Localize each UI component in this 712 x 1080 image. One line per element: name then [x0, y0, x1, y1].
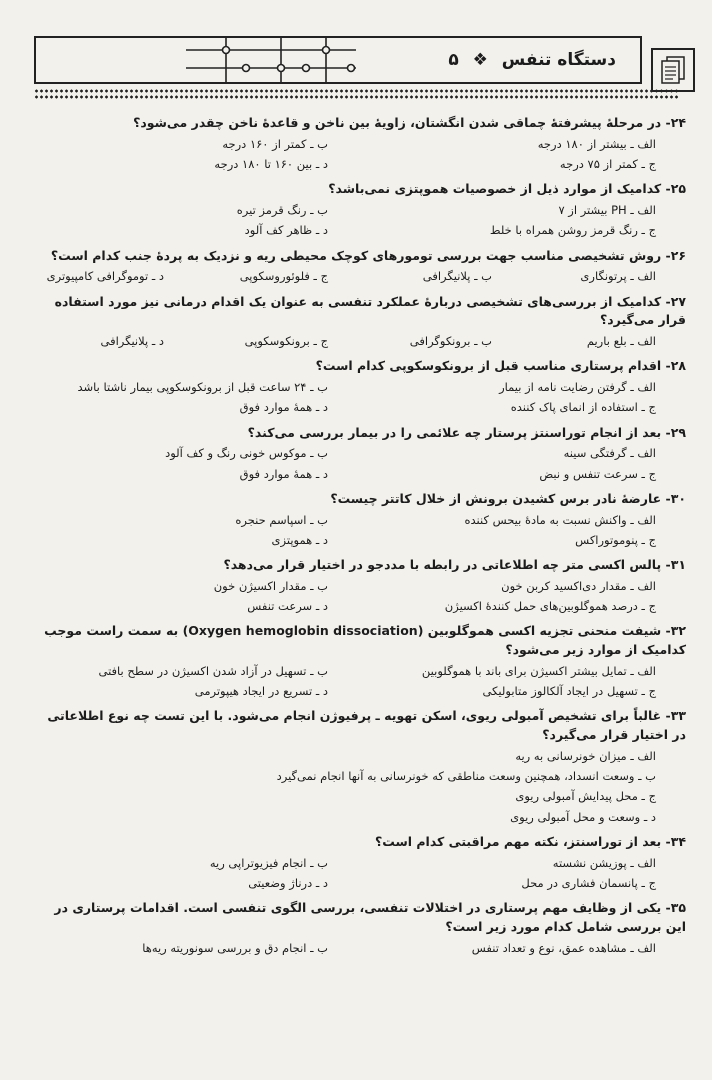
answer-option: ج ـ برونکوسکوپی [244, 334, 328, 348]
question-item [30, 899, 686, 960]
question-text: ۳۰- عارضهٔ نادر برس کشیدن برونش از خلال کاتتر چیست؟ [330, 490, 686, 506]
answer-option: ب ـ ۲۴ ساعت قبل از برونکوسکوپی بیمار ناشتا باشد [77, 380, 328, 394]
question-text: ۲۷- کدامیک از بررسی‌های تشخیصی دربارهٔ عملکرد تنفسی به عنوان یک اقدام درمانی نیز مورد استفاده قرار می‌گیرد؟ [54, 293, 686, 328]
answer-options [30, 855, 686, 896]
answer-option: الف ـ مشاهده عمق، نوع و تعداد تنفس [471, 940, 656, 955]
answer-options [30, 748, 686, 829]
answer-option: د ـ همهٔ موارد فوق [239, 466, 328, 481]
answer-option: د ـ توموگرافی کامپیوتری [46, 269, 164, 284]
answer-option: ب ـ برونکوگرافی [409, 334, 492, 348]
chapter-header [34, 36, 642, 84]
answer-options [30, 202, 686, 243]
header-dotted-divider [34, 88, 679, 100]
question-text: ۳۴- بعد از توراسنتز، نکته مهم مراقبتی کدام است؟ [374, 833, 686, 849]
answer-options [30, 268, 686, 288]
question-text: ۳۱- پالس اکسی متر چه اطلاعاتی در رابطه با مددجو در اختیار قرار می‌دهد؟ [223, 557, 686, 572]
answer-option: ج ـ درصد هموگلوبین‌های حمل کنندهٔ اکسیژن [444, 599, 656, 613]
answer-option: د ـ تسریع در ایجاد هیپوترمی [194, 684, 328, 698]
answer-options [30, 333, 686, 353]
chapter-title: دستگاه تنفس [501, 50, 616, 70]
question-text: ۲۶- روش تشخیصی مناسب جهت بررسی تومورهای کوچک محیطی ریه و نزدیک به پردهٔ جنب کدام است؟ [50, 247, 686, 263]
page-number: ۵ [448, 50, 459, 70]
answer-option: ج ـ سرعت تنفس و نبض [539, 466, 656, 481]
answer-option: ج ـ پانسمان فشاری در محل [521, 875, 656, 890]
question-item [30, 247, 686, 289]
answer-option: الف ـ مقدار دی‌اکسید کربن خون [501, 578, 656, 593]
answer-option: ج ـ محل پیدایش آمبولی ریوی [515, 789, 656, 804]
answer-option: د ـ همهٔ موارد فوق [239, 400, 328, 415]
question-text: ۳۵- یکی از وظایف مهم پرستاری در اختلالات تنفسی، بررسی الگوی تنفسی است. اقدامات پرستاری در این بررسی شامل کدام مورد زیر است؟ [54, 900, 686, 934]
question-item [30, 833, 686, 895]
question-item [30, 114, 686, 176]
answer-option: د ـ وسعت و محل آمبولی ریوی [510, 809, 656, 824]
answer-option: د ـ ظاهر کف آلود [244, 223, 328, 238]
answer-option: الف ـ میزان خونرسانی به ریه [515, 748, 656, 763]
answer-options [30, 578, 686, 619]
answer-option: الف ـ بیشتر از ۱۸۰ درجه [537, 136, 656, 151]
answer-option: ب ـ پلانیگرافی [422, 269, 492, 284]
header-decoration [186, 38, 366, 82]
answer-options [30, 940, 686, 960]
answer-option: ب ـ موکوس خونی رنگ و کف آلود [165, 446, 328, 461]
question-item [30, 556, 686, 618]
answer-option: الف ـ گرفتن رضایت نامه از بیمار [499, 380, 656, 394]
question-text: ۳۲- شیفت منحنی تجزیه اکسی هموگلوبین (Oxygen hemoglobin dissociation) به سمت راست موجب کدامیک از موارد زیر می‌شود؟ [44, 623, 686, 657]
answer-option: ج ـ رنگ قرمز روشن همراه با خلط [489, 223, 656, 238]
answer-option: د ـ هموپتزی [271, 532, 328, 547]
question-item [30, 180, 686, 242]
answer-option: د ـ درناژ وضعیتی [248, 875, 328, 890]
document-stack-icon [651, 48, 695, 92]
question-item [30, 424, 686, 486]
question-text: ۳۳- غالباً برای تشخیص آمبولی ریوی، اسکن تهویه ـ پرفیوژن انجام می‌شود. با این تست چه نوع اطلاعاتی در اختیار قرار می‌گیرد؟ [47, 708, 686, 742]
answer-option: ب ـ انجام دق و بررسی سونوریته ریه‌ها [142, 940, 328, 955]
answer-option: د ـ سرعت تنفس [247, 599, 328, 613]
answer-option: الف ـ واکنش نسبت به مادهٔ بیحس کننده [464, 512, 656, 527]
answer-options [30, 512, 686, 553]
answer-option: الف ـ PH بیشتر از ۷ [558, 203, 656, 217]
answer-option: ب ـ مقدار اکسیژن خون [213, 578, 328, 593]
answer-option: الف ـ پوزیشن نشسته [552, 855, 656, 870]
answer-option: ج ـ پنوموتوراکس [575, 532, 656, 547]
answer-option: الف ـ گرفتگی سینه [563, 446, 656, 461]
question-item [30, 490, 686, 552]
answer-option: د ـ پلانیگرافی [100, 334, 164, 348]
diamond-icon: ❖ [472, 50, 488, 70]
answer-option: ب ـ وسعت انسداد، همچنین وسعت مناطقی که خونرسانی به آنها انجام نمی‌گیرد [276, 769, 656, 783]
question-item [30, 622, 686, 703]
answer-options [30, 445, 686, 486]
questions-list [30, 114, 686, 964]
answer-option: د ـ بین ۱۶۰ تا ۱۸۰ درجه [214, 157, 328, 171]
answer-option: ج ـ استفاده از انمای پاک کننده [510, 400, 656, 415]
answer-option: ج ـ تسهیل در ایجاد آلکالوز متابولیکی [482, 684, 656, 698]
question-text: ۲۸- اقدام پرستاری مناسب قبل از برونکوسکوپی کدام است؟ [315, 358, 686, 374]
answer-options [30, 136, 686, 177]
question-item [30, 357, 686, 419]
question-text: ۲۴- در مرحلهٔ پیشرفتهٔ چماقی شدن انگشتان، زاویهٔ بین ناخن و قاعدهٔ ناخن چقدر می‌شود؟ [133, 115, 686, 130]
answer-option: ب ـ کمتر از ۱۶۰ درجه [222, 136, 328, 151]
answer-options [30, 379, 686, 420]
answer-option: ب ـ انجام فیزیوتراپی ریه [209, 855, 328, 870]
answer-option: ج ـ فلوئوروسکوپی [239, 269, 328, 284]
question-text: ۲۵- کدامیک از موارد ذیل از خصوصیات هموپتزی نمی‌باشد؟ [328, 181, 686, 197]
answer-options [30, 663, 686, 704]
answer-option: الف ـ تمایل بیشتر اکسیژن برای باند با هموگلوبین [421, 663, 656, 678]
answer-option: الف ـ بلع باریم [586, 334, 656, 348]
answer-option: ج ـ کمتر از ۷۵ درجه [559, 157, 656, 171]
chapter-title-row [440, 38, 616, 82]
question-item [30, 707, 686, 829]
question-text: ۲۹- بعد از انجام توراسنتز پرستار چه علائمی را در بیمار بررسی می‌کند؟ [247, 424, 686, 440]
answer-option: ب ـ اسپاسم حنجره [235, 512, 328, 527]
answer-option: ب ـ تسهیل در آزاد شدن اکسیژن در سطح بافتی [98, 663, 328, 678]
question-item [30, 293, 686, 354]
answer-option: ب ـ رنگ قرمز تیره [236, 203, 328, 217]
answer-option: الف ـ پرتونگاری [580, 269, 656, 284]
